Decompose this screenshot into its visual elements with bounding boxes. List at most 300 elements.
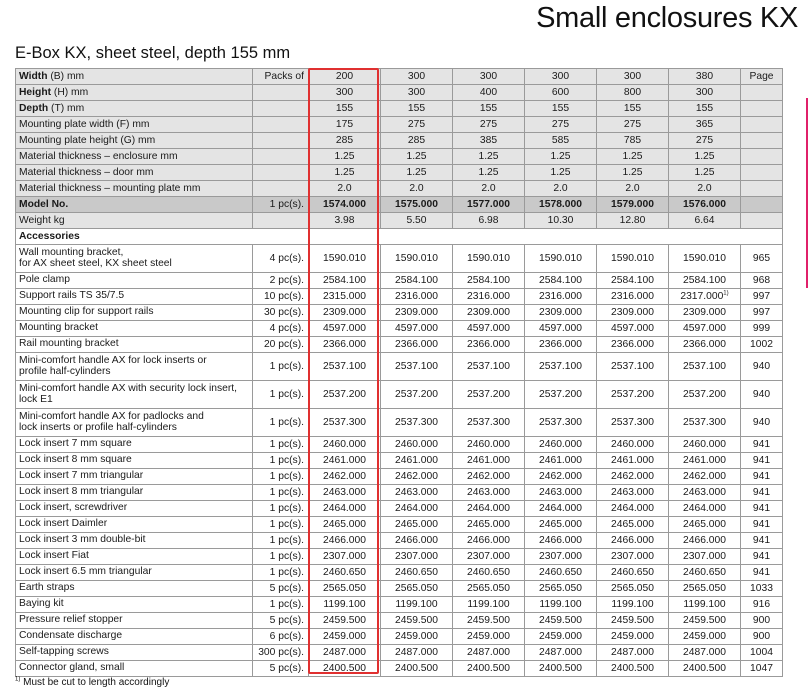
model-number-text: 2463.000: [467, 487, 510, 498]
spec-value: 1.25: [525, 165, 597, 181]
accessory-model-number: [309, 437, 381, 453]
accessory-model-number: [597, 565, 669, 581]
spec-value: 155: [669, 101, 741, 117]
accessory-model-number: [309, 469, 381, 485]
model-number-text: 2465.000: [467, 519, 510, 530]
spec-row: [16, 117, 783, 133]
model-number-text: 2537.100: [467, 361, 510, 372]
model-number-text: 2464.000: [467, 503, 510, 514]
accessory-model-number: [381, 549, 453, 565]
spec-value: 380: [669, 69, 741, 85]
spec-value: 1.25: [309, 149, 381, 165]
spec-value: 1.25: [669, 165, 741, 181]
model-number-text: 2464.000: [683, 503, 726, 514]
model-number-text: 2584.100: [683, 275, 726, 286]
model-number-text: 2309.000: [683, 307, 726, 318]
accessory-name-line: Mini-comfort handle AX for lock inserts or: [19, 355, 207, 366]
spec-label-text: Material thickness – enclosure mm: [19, 151, 178, 162]
spec-value: 1.25: [525, 149, 597, 165]
packs-cell: [253, 149, 309, 165]
spec-value: 585: [525, 133, 597, 149]
accessory-pack: 1 pc(s).: [253, 469, 309, 485]
accessory-pack: 300 pc(s).: [253, 645, 309, 661]
accessory-model-number: [669, 613, 741, 629]
accessory-name-line: Lock insert 7 mm triangular: [19, 470, 144, 482]
accessory-pack: 5 pc(s).: [253, 661, 309, 677]
spec-row: [16, 181, 783, 197]
accessory-model-number: [669, 485, 741, 501]
accessory-model-number: [453, 661, 525, 677]
model-number-text: 2307.000: [683, 551, 726, 562]
spec-label-text: Mounting plate width (F) mm: [19, 119, 150, 130]
model-number-text: 2317.000: [680, 291, 724, 302]
model-number-text: 2307.000: [611, 551, 654, 562]
model-number-text: 2463.000: [611, 487, 654, 498]
spec-value: 155: [381, 101, 453, 117]
accessory-model-number: [525, 645, 597, 661]
accessory-pack: 1 pc(s).: [253, 353, 309, 381]
accessory-model-number: [309, 613, 381, 629]
table-subtitle: E-Box KX, sheet steel, depth 155 mm: [15, 44, 291, 62]
accessory-model-number: [309, 629, 381, 645]
accessory-name-line: Lock insert 6.5 mm triangular: [19, 566, 152, 578]
accessory-name-line: Pressure relief stopper: [19, 614, 123, 626]
accessory-row: [16, 517, 783, 533]
accessory-model-number: [381, 289, 453, 305]
accessory-model-number: [309, 581, 381, 597]
model-number-text: 2309.000: [539, 307, 582, 318]
accessory-model-number: [525, 661, 597, 677]
spec-value: 300: [597, 69, 669, 85]
accessory-row: [16, 305, 783, 321]
accessory-model-number: [453, 565, 525, 581]
model-number-text: 2366.000: [539, 339, 582, 350]
page-title: Small enclosures KX: [536, 2, 798, 34]
accessory-model-number: [669, 469, 741, 485]
weight-row: [16, 213, 783, 229]
model-number-text: 2487.000: [323, 647, 366, 658]
accessory-row: [16, 321, 783, 337]
model-number-text: 2460.650: [323, 567, 366, 578]
spec-row: [16, 133, 783, 149]
model-number-text: 2537.300: [539, 417, 582, 428]
model-number-text: 2366.000: [395, 339, 438, 350]
model-number-text: 2463.000: [539, 487, 582, 498]
accessory-model-number: [525, 321, 597, 337]
model-number-text: 2465.000: [539, 519, 582, 530]
accessory-pack: 1 pc(s).: [253, 565, 309, 581]
accessory-model-number: [525, 453, 597, 469]
accessory-name: [16, 533, 253, 549]
accessory-name: [16, 661, 253, 677]
accessory-name-line: Pole clamp: [19, 274, 70, 286]
accessory-name-line: lock E1: [19, 393, 53, 405]
page-cell: [741, 149, 783, 165]
accessory-model-number: [597, 629, 669, 645]
spec-label-text: Material thickness – door mm: [19, 167, 154, 178]
model-number-text: 2459.500: [395, 615, 438, 626]
accessory-pack: 1 pc(s).: [253, 533, 309, 549]
accessory-model-number: [381, 409, 453, 437]
accessory-pack: 1 pc(s).: [253, 409, 309, 437]
spec-value: 1.25: [453, 149, 525, 165]
accessory-model-number: [453, 245, 525, 273]
spec-value: 300: [381, 69, 453, 85]
model-number-text: 2537.300: [323, 417, 366, 428]
accessory-name: [16, 565, 253, 581]
spec-value: 600: [525, 85, 597, 101]
accessory-page: 965: [741, 245, 783, 273]
accessory-pack: 1 pc(s).: [253, 517, 309, 533]
spec-label: [16, 85, 253, 101]
spec-value: 300: [381, 85, 453, 101]
accessory-model-number: [381, 645, 453, 661]
model-number-text: 2537.200: [323, 389, 366, 400]
accessory-model-number: [309, 645, 381, 661]
accessory-pack: 30 pc(s).: [253, 305, 309, 321]
accessory-model-number: [669, 581, 741, 597]
model-number-text: 2460.000: [467, 439, 510, 450]
accessory-model-number: [309, 321, 381, 337]
accessory-model-number: [381, 437, 453, 453]
page-cell: [741, 85, 783, 101]
spec-value: 1.25: [597, 149, 669, 165]
accessory-name-line: Earth straps: [19, 582, 75, 594]
accessory-name-line: Lock insert 7 mm square: [19, 438, 132, 450]
model-number-text: 2466.000: [611, 535, 654, 546]
model-number-text: 2537.200: [467, 389, 510, 400]
spec-value: 1.25: [453, 165, 525, 181]
accessory-model-number: [669, 337, 741, 353]
accessory-name: [16, 381, 253, 409]
model-pack: 1 pc(s).: [253, 197, 309, 213]
accessory-pack: 1 pc(s).: [253, 549, 309, 565]
accessory-model-number: [669, 305, 741, 321]
accessory-row: [16, 597, 783, 613]
model-number-text: 1590.010: [323, 253, 366, 264]
model-number-text: 2316.000: [395, 291, 438, 302]
model-number-text: 2465.000: [611, 519, 654, 530]
model-number-text: 2309.000: [323, 307, 366, 318]
accessory-model-number: [381, 501, 453, 517]
accessory-model-number: [309, 273, 381, 289]
model-number-text: 2584.100: [611, 275, 654, 286]
spec-label: [16, 165, 253, 181]
model-number-text: 2461.000: [611, 455, 654, 466]
accessory-model-number: [453, 501, 525, 517]
accessory-row: [16, 337, 783, 353]
spec-value: 1.25: [309, 165, 381, 181]
accessory-model-number: [669, 453, 741, 469]
accessory-name-line: Condensate discharge: [19, 630, 123, 642]
model-number-text: 2487.000: [395, 647, 438, 658]
accessory-model-number: [381, 613, 453, 629]
accessory-pack: 4 pc(s).: [253, 321, 309, 337]
model-number-text: 2309.000: [467, 307, 510, 318]
model-number-text: 2584.100: [467, 275, 510, 286]
model-number-text: 2462.000: [611, 471, 654, 482]
footnote: [15, 677, 169, 688]
accessory-name: [16, 305, 253, 321]
accessory-model-number: [381, 661, 453, 677]
accessory-model-number: [597, 437, 669, 453]
model-number-text: 2463.000: [683, 487, 726, 498]
accessory-pack: 2 pc(s).: [253, 273, 309, 289]
model-number-text: 2537.100: [539, 361, 582, 372]
page-cell: [741, 165, 783, 181]
spec-value: 2.0: [381, 181, 453, 197]
model-number-text: 2459.500: [323, 615, 366, 626]
accessory-model-number: [453, 517, 525, 533]
accessory-model-number: [597, 381, 669, 409]
page-cell: [741, 101, 783, 117]
accessory-name-line: lock inserts or profile half-cylinders: [19, 421, 177, 433]
weight-value: 12.80: [597, 213, 669, 229]
model-number: 1574.000: [309, 197, 381, 213]
accessory-name-line: Lock insert 8 mm square: [19, 454, 132, 466]
accessory-row: [16, 353, 783, 381]
spec-value: 200: [309, 69, 381, 85]
model-number-text: 2459.500: [467, 615, 510, 626]
accessory-page: 941: [741, 533, 783, 549]
model-number-text: 1199.100: [611, 599, 654, 610]
accessory-name: [16, 581, 253, 597]
spec-label: [16, 117, 253, 133]
accessory-model-number: [669, 517, 741, 533]
spec-value: 275: [381, 117, 453, 133]
accessory-name: [16, 245, 253, 273]
accessory-model-number: [453, 289, 525, 305]
accessory-name: [16, 409, 253, 437]
accessory-name: [16, 337, 253, 353]
model-number-text: 2464.000: [611, 503, 654, 514]
model-number-text: 2537.100: [611, 361, 654, 372]
model-number-text: 2366.000: [467, 339, 510, 350]
model-number-text: 2459.500: [683, 615, 726, 626]
accessory-model-number: [309, 289, 381, 305]
model-number: 1578.000: [525, 197, 597, 213]
accessory-model-number: [309, 501, 381, 517]
model-number-text: 2537.200: [683, 389, 726, 400]
accessory-row: [16, 613, 783, 629]
accessory-pack: 5 pc(s).: [253, 613, 309, 629]
footnote-ref: 1): [723, 290, 729, 297]
accessory-model-number: [453, 409, 525, 437]
accessory-page: 940: [741, 409, 783, 437]
accessory-model-number: [381, 273, 453, 289]
accessory-model-number: [597, 613, 669, 629]
accessory-pack: 1 pc(s).: [253, 597, 309, 613]
accessory-model-number: [453, 321, 525, 337]
accessory-model-number: [597, 273, 669, 289]
accessory-model-number: [597, 661, 669, 677]
spec-value: 400: [453, 85, 525, 101]
spec-value: 300: [309, 85, 381, 101]
accessory-model-number: [309, 597, 381, 613]
spec-value: 385: [453, 133, 525, 149]
spec-value: 300: [453, 69, 525, 85]
accessory-row: [16, 581, 783, 597]
page-cell: [741, 133, 783, 149]
accessory-model-number: [309, 517, 381, 533]
accessory-name-line: Mounting bracket: [19, 322, 98, 334]
spec-value: 2.0: [597, 181, 669, 197]
accessory-model-number: [309, 485, 381, 501]
accessory-model-number: [381, 321, 453, 337]
accessory-pack: 5 pc(s).: [253, 581, 309, 597]
model-number-text: 2400.500: [323, 663, 366, 674]
accessory-page: 1033: [741, 581, 783, 597]
accessory-page: 941: [741, 437, 783, 453]
accessory-model-number: [669, 245, 741, 273]
accessory-model-number: [669, 409, 741, 437]
model-number-text: 2537.300: [395, 417, 438, 428]
accessory-name: [16, 273, 253, 289]
model-number-text: 2460.650: [395, 567, 438, 578]
accessory-model-number: [453, 645, 525, 661]
model-number-text: 2307.000: [395, 551, 438, 562]
model-number-text: 2460.000: [539, 439, 582, 450]
accessory-pack: 1 pc(s).: [253, 381, 309, 409]
accessory-model-number: [597, 501, 669, 517]
accessory-name: [16, 289, 253, 305]
accessory-name: [16, 469, 253, 485]
accessory-row: [16, 661, 783, 677]
accessory-name: [16, 517, 253, 533]
model-number-text: 2565.050: [395, 583, 438, 594]
accessory-model-number: [453, 437, 525, 453]
accessory-pack: 4 pc(s).: [253, 245, 309, 273]
accessory-page: 999: [741, 321, 783, 337]
model-number-text: 2537.100: [683, 361, 726, 372]
spec-row: [16, 149, 783, 165]
spec-label-text: (H) mm: [51, 87, 89, 98]
model-number-text: 2487.000: [467, 647, 510, 658]
spec-label-text: (B) mm: [47, 71, 85, 82]
accessory-row: [16, 273, 783, 289]
spec-label-text: Mounting plate height (G) mm: [19, 135, 156, 146]
spec-value: 2.0: [525, 181, 597, 197]
accessory-row: [16, 501, 783, 517]
accessory-page: 940: [741, 353, 783, 381]
accessory-page: 1002: [741, 337, 783, 353]
accessory-model-number: [669, 353, 741, 381]
spec-value: 155: [597, 101, 669, 117]
accessory-name: [16, 549, 253, 565]
page-cell: [741, 181, 783, 197]
model-number-text: 2537.300: [611, 417, 654, 428]
model-number-text: 2307.000: [539, 551, 582, 562]
accessory-page: 941: [741, 517, 783, 533]
spec-value: 155: [309, 101, 381, 117]
accessory-page: 997: [741, 289, 783, 305]
accessory-model-number: [453, 597, 525, 613]
model-number-text: 2460.650: [683, 567, 726, 578]
spec-row: [16, 85, 783, 101]
accessory-model-number: [525, 597, 597, 613]
model-number-text: 2565.050: [323, 583, 366, 594]
accessory-name: [16, 597, 253, 613]
accessory-page: 1004: [741, 645, 783, 661]
accessory-model-number: [669, 321, 741, 337]
accessory-model-number: [669, 549, 741, 565]
model-number-text: 2461.000: [539, 455, 582, 466]
accessory-name-line: Mounting clip for support rails: [19, 306, 154, 318]
spec-value: 285: [381, 133, 453, 149]
weight-value: 3.98: [309, 213, 381, 229]
accessory-page: 941: [741, 565, 783, 581]
model-number-text: 4597.000: [683, 323, 726, 334]
spec-value: 2.0: [669, 181, 741, 197]
model-number-text: 2584.100: [323, 275, 366, 286]
packs-cell: [253, 101, 309, 117]
accessory-row: [16, 549, 783, 565]
accessory-pack: 1 pc(s).: [253, 501, 309, 517]
spec-value: 1.25: [381, 165, 453, 181]
spec-label: [16, 133, 253, 149]
accessory-model-number: [525, 353, 597, 381]
model-number-text: 1199.100: [539, 599, 582, 610]
accessory-model-number: [381, 517, 453, 533]
accessory-name-line: Rail mounting bracket: [19, 338, 119, 350]
model-number-text: 2537.100: [323, 361, 366, 372]
spec-value: 2.0: [453, 181, 525, 197]
accessory-name: [16, 485, 253, 501]
model-number-text: 2464.000: [395, 503, 438, 514]
model-number-text: 2461.000: [395, 455, 438, 466]
model-number-text: 4597.000: [611, 323, 654, 334]
model-number-text: 2316.000: [611, 291, 654, 302]
accessory-model-number: [381, 533, 453, 549]
accessory-model-number: [453, 469, 525, 485]
accessory-name-line: Mini-comfort handle AX for padlocks and: [19, 411, 204, 422]
packs-cell: [253, 117, 309, 133]
accessory-model-number: [525, 337, 597, 353]
accessory-page: 916: [741, 597, 783, 613]
model-number-text: 2459.500: [539, 615, 582, 626]
spec-value: 365: [669, 117, 741, 133]
model-number-text: 2466.000: [395, 535, 438, 546]
model-number-text: 2462.000: [395, 471, 438, 482]
accessory-pack: 1 pc(s).: [253, 453, 309, 469]
accessory-model-number: [453, 305, 525, 321]
accessory-name-line: Lock insert, screwdriver: [19, 502, 128, 514]
spec-value: 1.25: [669, 149, 741, 165]
accessory-model-number: [525, 409, 597, 437]
accessory-model-number: [381, 381, 453, 409]
accessory-model-number: [669, 501, 741, 517]
accessory-row: [16, 289, 783, 305]
spec-label-text: Material thickness – mounting plate mm: [19, 183, 201, 194]
spec-value: 300: [669, 85, 741, 101]
model-number-text: 4597.000: [467, 323, 510, 334]
page-header: Page: [741, 69, 783, 85]
accessory-name-line: Lock insert 8 mm triangular: [19, 486, 144, 498]
accessory-model-number: [453, 485, 525, 501]
accessory-model-number: [309, 305, 381, 321]
packs-cell: [253, 213, 309, 229]
footnote-text: Must be cut to length accordingly: [20, 677, 170, 688]
accessory-row: [16, 645, 783, 661]
accessory-model-number: [525, 501, 597, 517]
model-number-text: 2537.300: [467, 417, 510, 428]
accessories-heading: Accessories: [16, 229, 783, 245]
accessory-page: 900: [741, 613, 783, 629]
accessory-page: 940: [741, 381, 783, 409]
model-number-text: 2584.100: [395, 275, 438, 286]
model-number-text: 2461.000: [323, 455, 366, 466]
spec-row: [16, 69, 783, 85]
